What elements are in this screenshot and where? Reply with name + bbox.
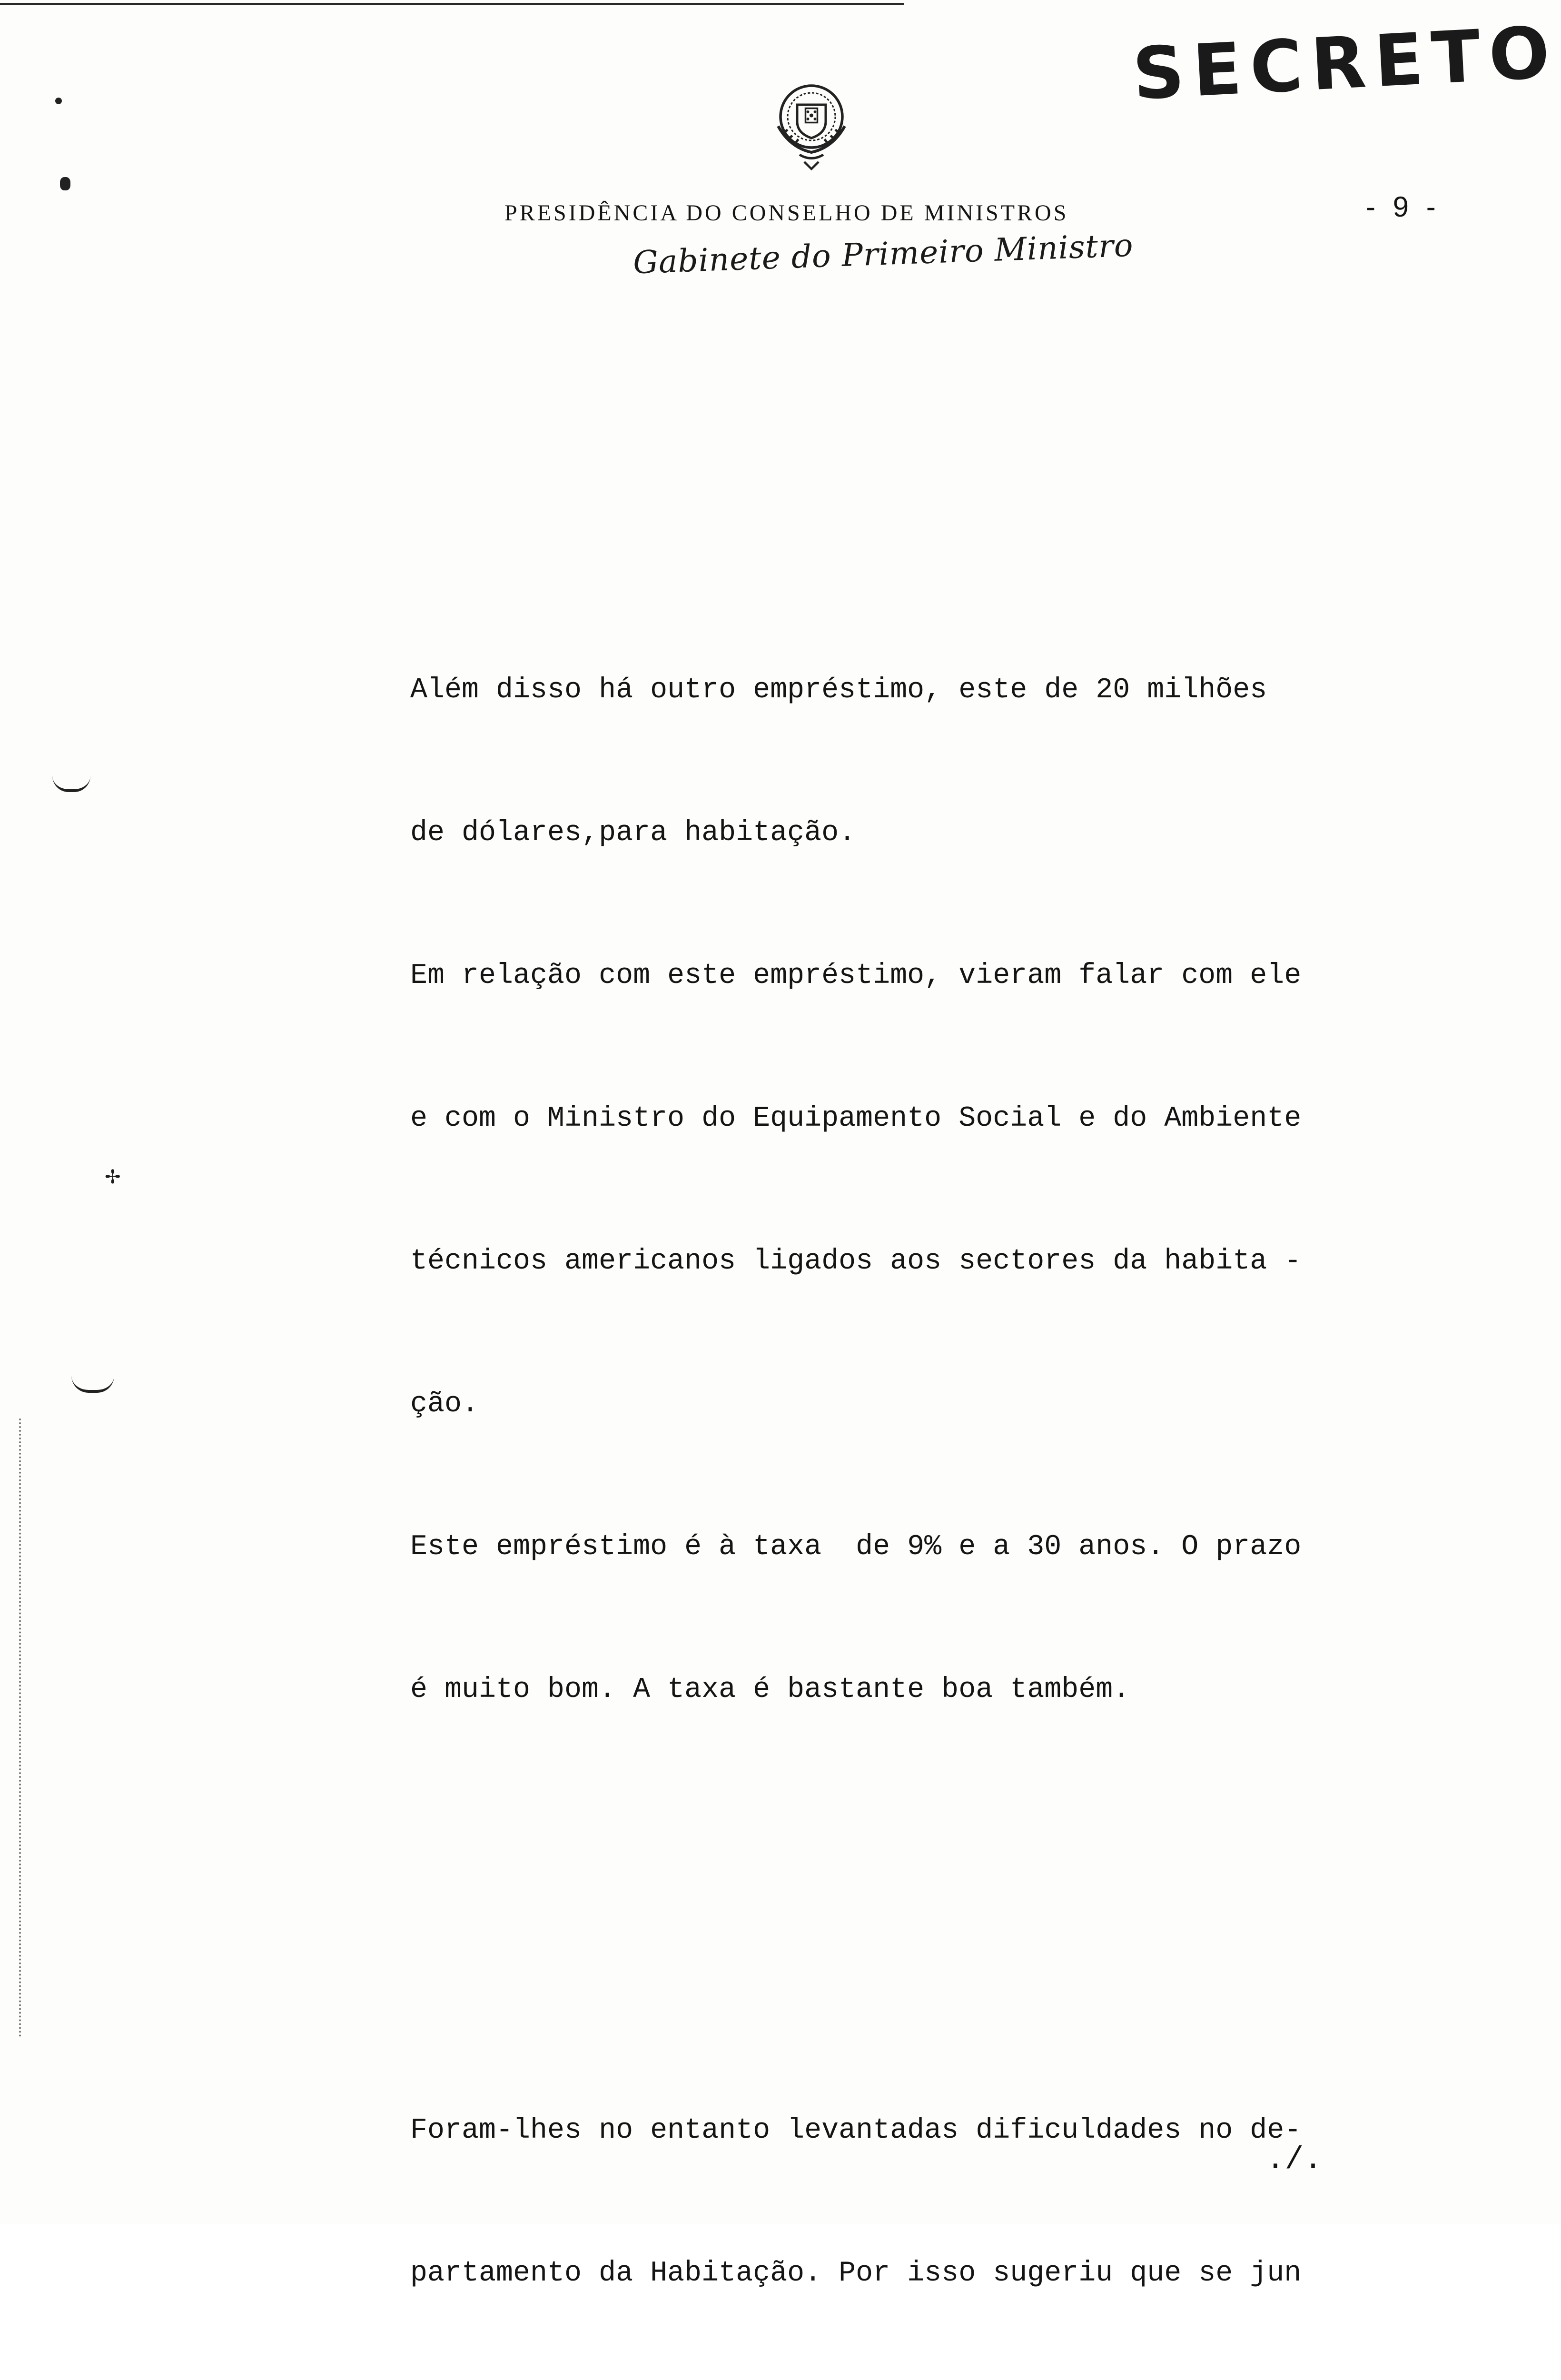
margin-curve-mark: [52, 776, 90, 792]
text-line: partamento da Habitação. Por isso sugeriu que se jun: [410, 2257, 1302, 2290]
text-line: Foram-lhes no entanto levantadas dificuldades no de-: [410, 2114, 1302, 2147]
top-edge-rule: [0, 3, 904, 5]
margin-dot-mark: [60, 177, 70, 190]
institution-header: PRESIDÊNCIA DO CONSELHO DE MINISTROS: [504, 200, 1069, 226]
text-line: Este empréstimo é à taxa de 9% e a 30 anos. O prazo: [410, 1531, 1302, 1563]
coat-of-arms-icon: [752, 71, 871, 190]
paragraph-difficulties: [410, 2012, 1505, 2380]
office-script-subheader: Gabinete do Primeiro Ministro: [632, 227, 1134, 281]
text-line: Em relação com este empréstimo, vieram falar com ele: [410, 960, 1302, 992]
margin-dot-mark: [55, 98, 62, 104]
page-number: - 9 -: [1366, 191, 1441, 223]
text-line: técnicos americanos ligados aos sectores da habita -: [410, 1245, 1302, 1278]
minutes-body: [410, 476, 1505, 2380]
continuation-mark: ./.: [1266, 2142, 1323, 2178]
text-line: e com o Ministro do Equipamento Social e do Ambiente: [410, 1102, 1302, 1135]
margin-curve-mark: [71, 1376, 114, 1393]
margin-scribble-mark: ✢: [105, 1166, 121, 1188]
text-line: de dólares,para habitação.: [410, 817, 856, 849]
left-margin-dots: [19, 1418, 21, 2037]
text-line: ção.: [410, 1388, 479, 1420]
text-line: é muito bom. A taxa é bastante boa também.: [410, 1674, 1130, 1706]
paragraph-loan-housing: [410, 571, 1505, 1809]
secret-stamp: SECRETO: [1130, 11, 1561, 116]
text-line: Além disso há outro empréstimo, este de 20 milhões: [410, 674, 1267, 706]
